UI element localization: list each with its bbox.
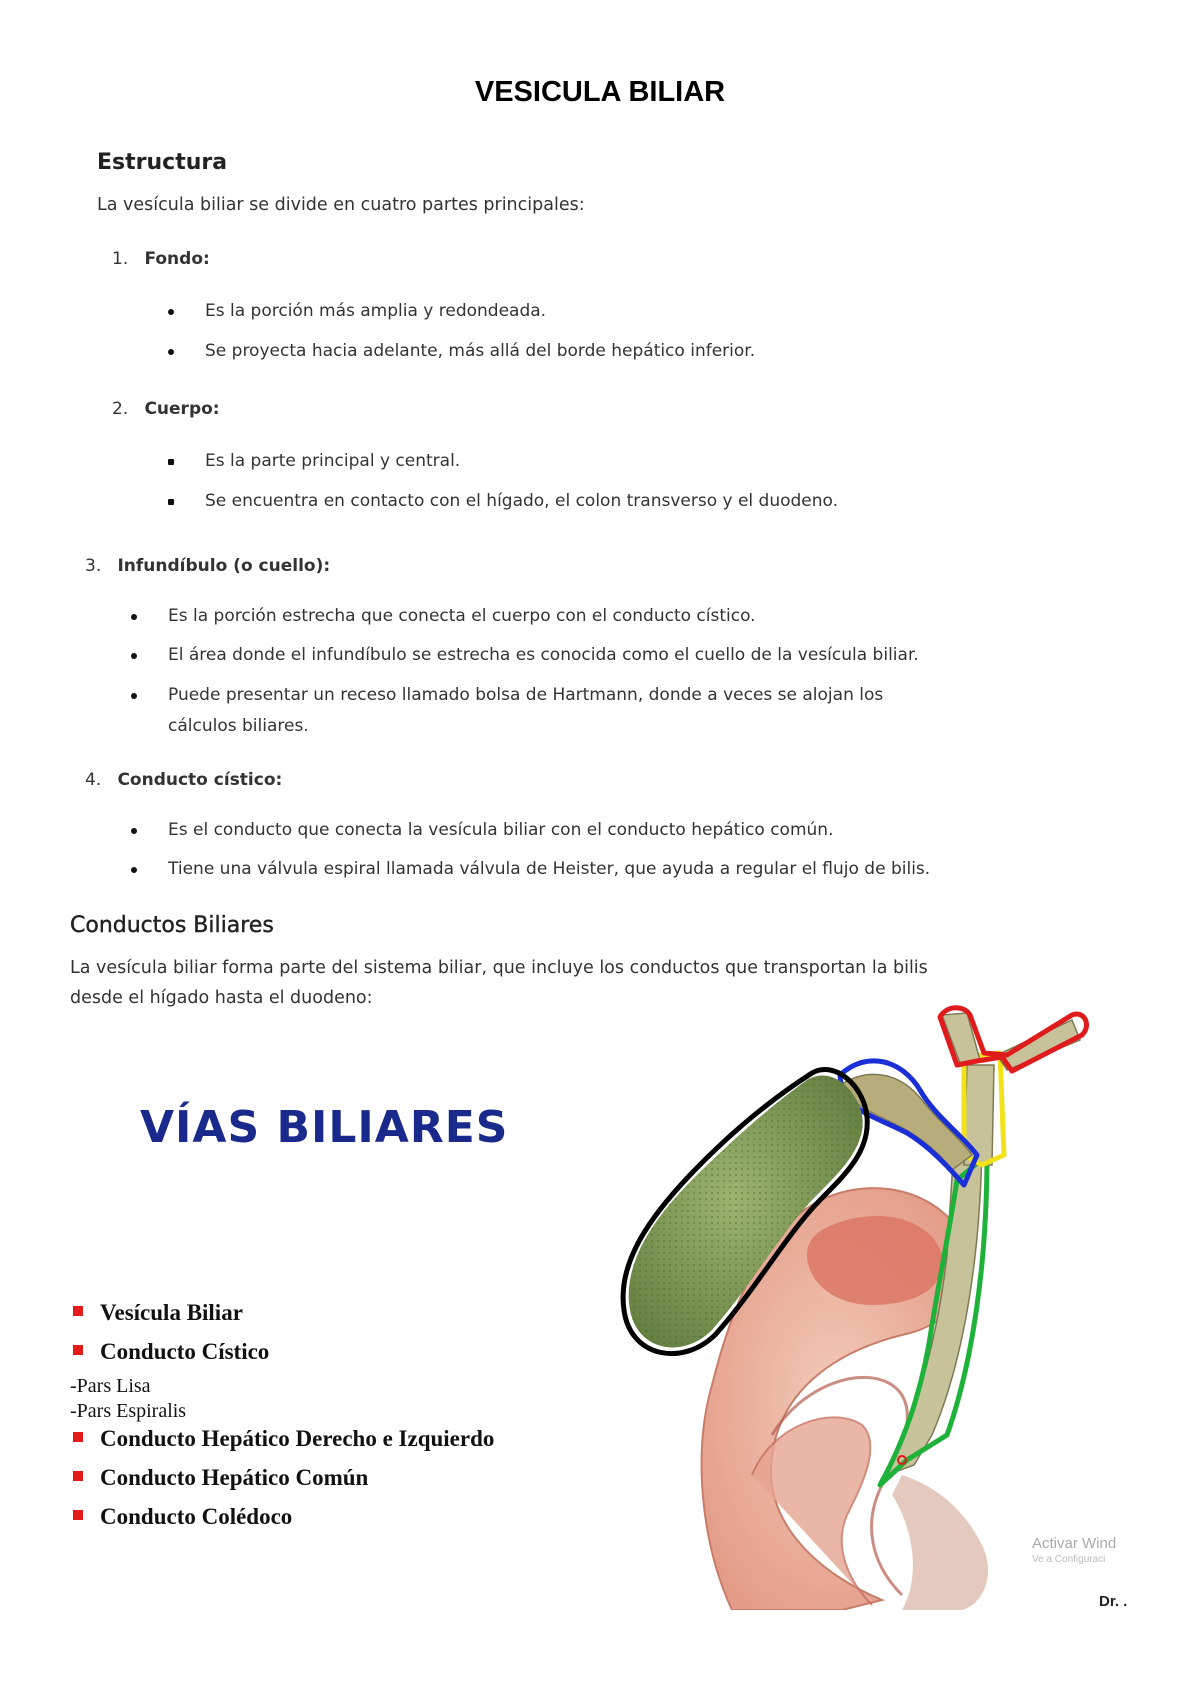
part-4-heading [85, 770, 282, 790]
legend-sub-pars-lisa: -Pars Lisa [70, 1375, 151, 1397]
watermark-line1: Activar Wind [1032, 1535, 1117, 1552]
heading-estructura: Estructura [97, 150, 228, 175]
page-title: VESICULA BILIAR [474, 76, 726, 108]
part-4-bullet-1: Es el conducto que conecta la vesícula biliar con el conducto hepático común. [168, 815, 833, 846]
legend-item-hepatico-der-izq: Conducto Hepático Derecho e Izquierdo [100, 1426, 494, 1452]
part-3-bullet-1: Es la porción estrecha que conecta el cuerpo con el conducto cístico. [168, 601, 756, 632]
legend-bullet-icon [73, 1432, 83, 1442]
legend-bullet-icon [73, 1345, 83, 1355]
part-3-bullet-3: Puede presentar un receso llamado bolsa de Hartmann, donde a veces se alojan los [168, 680, 883, 711]
part-1-bullet-1: Es la porción más amplia y redondeada. [205, 296, 546, 327]
part-3-name: Infundíbulo (o cuello): [117, 556, 331, 576]
pancreas-tissue [892, 1475, 988, 1610]
legend-item-cistico: Conducto Cístico [100, 1339, 269, 1365]
part-3-number: 3. [85, 556, 102, 576]
legend-bullet-icon [73, 1510, 83, 1520]
legend-bullet-icon [73, 1471, 83, 1481]
conductos-intro-line2: desde el hígado hasta el duodeno: [70, 988, 373, 1008]
legend-item-coledoco: Conducto Colédoco [100, 1504, 292, 1530]
legend-sub-pars-espiralis: -Pars Espiralis [70, 1400, 187, 1422]
part-4-bullet-2: Tiene una válvula espiral llamada válvula de Heister, que ayuda a regular el flujo de bilis. [168, 854, 930, 885]
part-3-heading [85, 556, 330, 576]
figure-title: VÍAS BILIARES [140, 1102, 509, 1153]
part-1-name: Fondo: [144, 249, 210, 269]
watermark-line2: Ve a Configuraci [1032, 1554, 1106, 1565]
figure-credit: Dr. . [1099, 1593, 1128, 1610]
part-1-number: 1. [112, 249, 129, 269]
part-3-bullet-2: El área donde el infundíbulo se estrecha es conocida como el cuello de la vesícula biliar. [168, 640, 919, 671]
legend-item-hepatico-comun: Conducto Hepático Común [100, 1465, 368, 1491]
part-3-bullet-3-cont: cálculos biliares. [168, 716, 309, 736]
heading-conductos: Conductos Biliares [70, 913, 274, 938]
vias-biliares-figure [62, 1030, 1150, 1635]
legend-item-vesicula: Vesícula Biliar [100, 1300, 243, 1326]
part-2-bullet-2: Se encuentra en contacto con el hígado, el colon transverso y el duodeno. [205, 486, 838, 517]
part-4-number: 4. [85, 770, 102, 790]
part-2-heading [112, 399, 220, 419]
part-2-name: Cuerpo: [144, 399, 220, 419]
part-2-number: 2. [112, 399, 129, 419]
biliary-anatomy-illustration [602, 1005, 1162, 1610]
legend-bullet-icon [73, 1306, 83, 1316]
part-4-name: Conducto cístico: [117, 770, 283, 790]
conductos-intro-line1: La vesícula biliar forma parte del sistema biliar, que incluye los conductos que transportan la bilis [70, 958, 928, 978]
part-1-bullet-2: Se proyecta hacia adelante, más allá del borde hepático inferior. [205, 336, 755, 367]
part-2-bullet-1: Es la parte principal y central. [205, 446, 460, 477]
estructura-intro: La vesícula biliar se divide en cuatro partes principales: [97, 195, 585, 215]
part-1-heading [112, 249, 210, 269]
